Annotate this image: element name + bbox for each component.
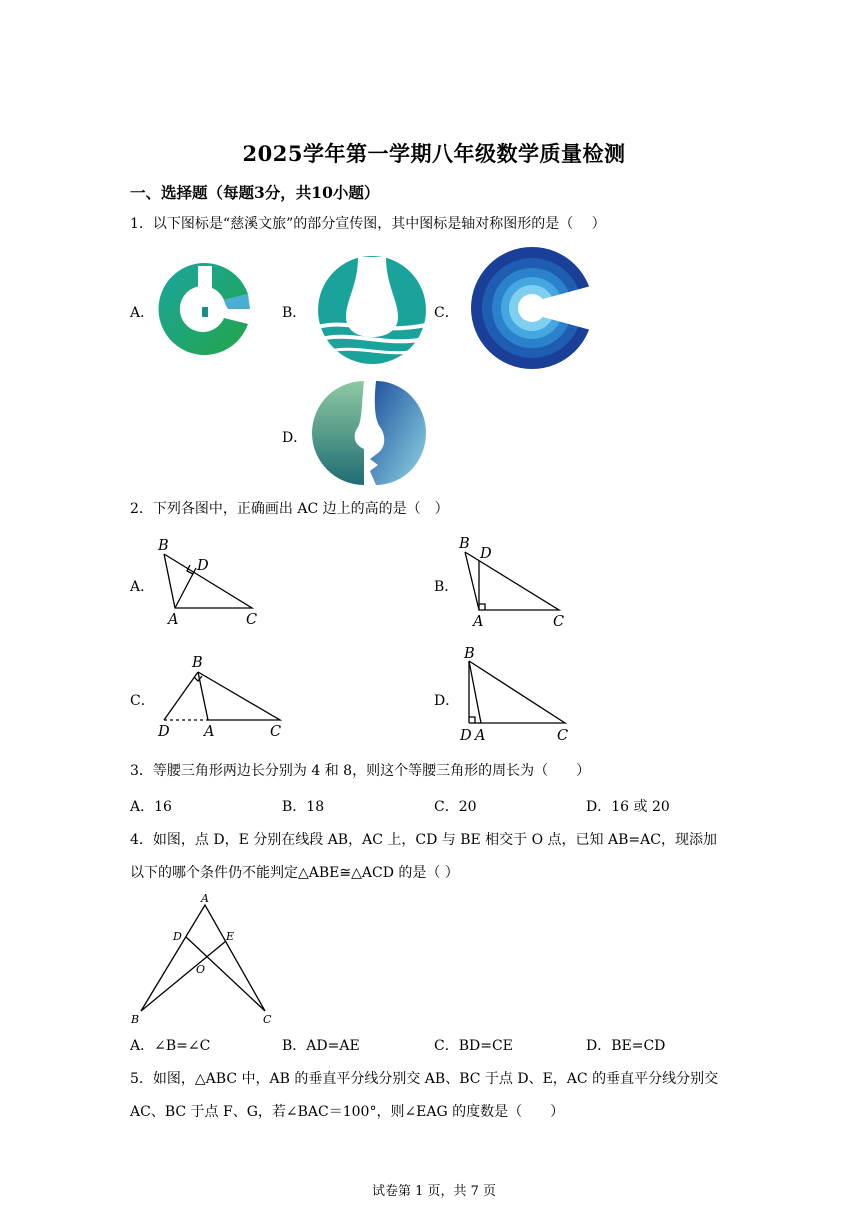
- q4-point-e: E: [226, 930, 235, 943]
- q2d-point-d: D: [460, 728, 472, 744]
- q2d-point-a: A: [475, 728, 486, 744]
- q2d-point-c: C: [557, 728, 569, 744]
- q3-option-a: A．16: [130, 799, 172, 815]
- q1-option-a-label: A．: [130, 305, 155, 321]
- q2-figure-a: [150, 532, 270, 632]
- q2d-point-b: B: [464, 646, 475, 662]
- q4-stem-line1: 4．如图，点 D，E 分别在线段 AB，AC 上，CD 与 BE 相交于 O 点，已知 AB=AC，现添加: [130, 832, 717, 848]
- section-heading: 一、选择题（每题3分，共10小题）: [130, 183, 380, 202]
- q1-option-d-label: D．: [282, 430, 308, 446]
- q2-option-d-label: D．: [434, 693, 460, 709]
- q2b-point-c: C: [553, 614, 565, 630]
- q3-option-b: B．18: [282, 799, 325, 815]
- logo-d-image: [312, 379, 426, 487]
- q4-point-b: B: [131, 1013, 140, 1026]
- page-footer: 试卷第 1 页，共 7 页: [371, 1184, 497, 1199]
- q2a-point-d: D: [197, 558, 209, 574]
- q3-stem: 3．等腰三角形两边长分别为 4 和 8，则这个等腰三角形的周长为（ ）: [130, 763, 591, 779]
- q4-option-a: A．∠B=∠C: [130, 1038, 211, 1054]
- q2c-point-b: B: [192, 655, 203, 671]
- q2-figure-c: [150, 650, 295, 745]
- q4-option-c: C．BD=CE: [434, 1038, 513, 1054]
- q2b-point-a: A: [473, 614, 484, 630]
- q5-stem-line1: 5．如图，△ABC 中，AB 的垂直平分线分别交 AB、BC 于点 D、E，AC 的垂直平分线分别交: [130, 1071, 719, 1087]
- q4-option-d: D．BE=CD: [586, 1038, 666, 1054]
- q2c-point-c: C: [270, 724, 282, 740]
- q2a-point-b: B: [158, 538, 169, 554]
- q5-stem-line2: AC、BC 于点 F、G，若∠BAC＝100°，则∠EAG 的度数是（ ）: [130, 1104, 565, 1120]
- q1-option-b-label: B．: [282, 305, 307, 321]
- q2-stem: 2．下列各图中，正确画出 AC 边上的高的是（ ）: [130, 501, 449, 517]
- page-title: 2025学年第一学期八年级数学质量检测: [242, 141, 626, 166]
- q4-point-c: C: [263, 1013, 272, 1026]
- q4-point-o: O: [196, 963, 206, 976]
- q3-option-c: C．20: [434, 799, 477, 815]
- logo-b-image: [316, 255, 428, 365]
- q2a-point-c: C: [246, 612, 258, 628]
- q1-option-c-label: C．: [434, 305, 459, 321]
- q4-option-b: B．AD=AE: [282, 1038, 360, 1054]
- q4-figure: [125, 888, 285, 1028]
- q2a-point-a: A: [168, 612, 179, 628]
- q2-figure-b: [455, 532, 575, 632]
- q2c-point-d: D: [158, 724, 170, 740]
- q2-option-b-label: B．: [434, 579, 459, 595]
- q2b-point-d: D: [480, 546, 492, 562]
- q2c-point-a: A: [204, 724, 215, 740]
- q2-option-a-label: A．: [130, 579, 155, 595]
- q3-option-d: D．16 或 20: [586, 799, 670, 815]
- q2b-point-b: B: [459, 536, 470, 552]
- q2-figure-d: [455, 645, 580, 745]
- q1-stem: 1．以下图标是“慈溪文旅”的部分宣传图，其中图标是轴对称图形的是（ ）: [130, 216, 606, 232]
- q4-stem-line2: 以下的哪个条件仍不能判定△ABE≅△ACD 的是（ ）: [130, 865, 459, 881]
- logo-a-image: [158, 262, 252, 356]
- q4-point-d: D: [173, 930, 182, 943]
- logo-c-image: [470, 246, 598, 370]
- q2-option-c-label: C．: [130, 693, 155, 709]
- q4-point-a: A: [201, 892, 209, 905]
